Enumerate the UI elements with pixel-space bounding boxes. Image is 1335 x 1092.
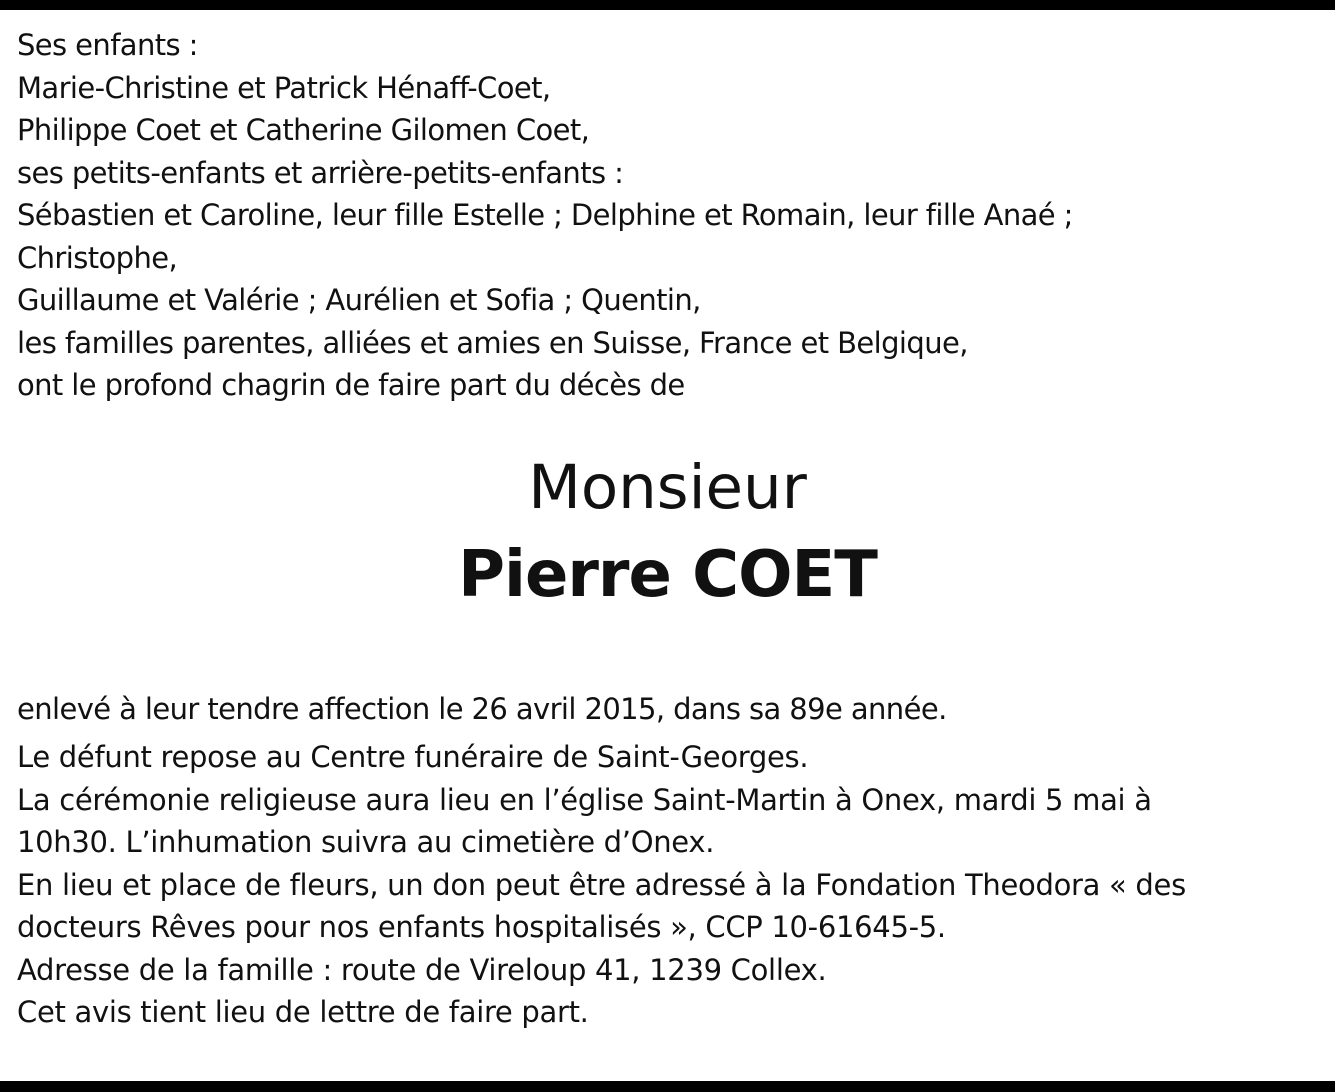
detail-line: 10h30. L’inhumation suivra au cimetière d’Onex. [17, 825, 715, 859]
family-line: Christophe, [17, 240, 178, 275]
family-line: Sébastien et Caroline, leur fille Estelle ; Delphine et Romain, leur fille Anaé ; [17, 198, 1073, 232]
family-line: Ses enfants : [17, 28, 198, 62]
family-list [17, 24, 1317, 407]
detail-line: Cet avis tient lieu de lettre de faire part. [17, 995, 589, 1029]
honorific-title: Monsieur [528, 452, 807, 523]
family-line: les familles parentes, alliées et amies en Suisse, France et Belgique, [17, 325, 968, 360]
detail-line: La cérémonie religieuse aura lieu en l’église Saint-Martin à Onex, mardi 5 mai à [17, 782, 1152, 817]
bottom-border-rule [0, 1081, 1335, 1092]
ceremony-details [17, 736, 1317, 1034]
death-notice [17, 688, 1317, 731]
death-line: enlevé à leur tendre affection le 26 avril 2015, dans sa 89e année. [17, 692, 947, 726]
detail-line: En lieu et place de fleurs, un don peut être adressé à la Fondation Theodora « des [17, 867, 1186, 902]
detail-line: docteurs Rêves pour nos enfants hospitalisés », CCP 10-61645-5. [17, 910, 946, 944]
detail-line: Adresse de la famille : route de Vireloup 41, 1239 Collex. [17, 952, 827, 987]
family-line: Marie-Christine et Patrick Hénaff-Coet, [17, 70, 551, 105]
family-line: ses petits-enfants et arrière-petits-enfants : [17, 155, 624, 190]
deceased-name: Pierre COET [458, 538, 877, 612]
detail-line: Le défunt repose au Centre funéraire de Saint-Georges. [17, 740, 809, 774]
family-line: ont le profond chagrin de faire part du décès de [17, 368, 685, 402]
top-border-rule [0, 0, 1335, 10]
family-line: Philippe Coet et Catherine Gilomen Coet, [17, 113, 590, 147]
family-line: Guillaume et Valérie ; Aurélien et Sofia ; Quentin, [17, 283, 701, 317]
